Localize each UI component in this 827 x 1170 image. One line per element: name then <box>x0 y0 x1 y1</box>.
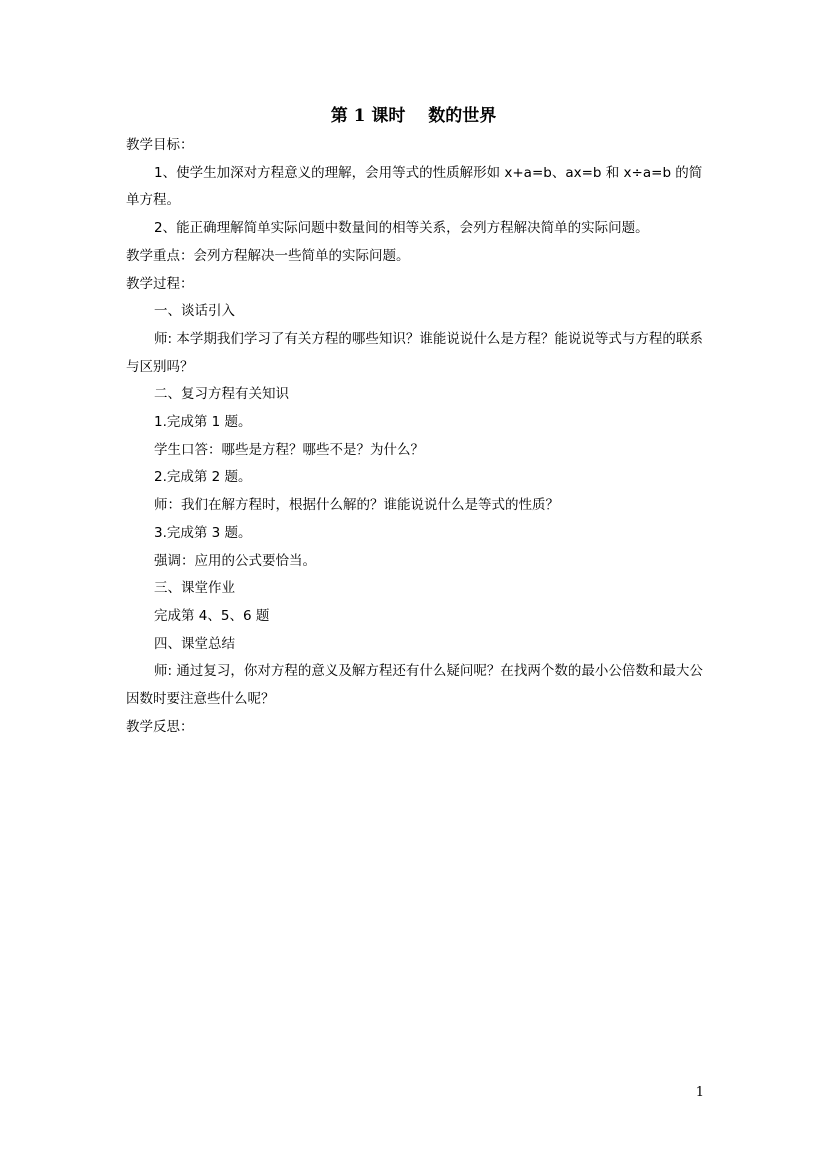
review-task-1: 1.完成第 1 题。 <box>154 414 252 431</box>
homework-task: 完成第 4、5、6 题 <box>154 607 270 624</box>
objective-item-2: 2、能正确理解简单实际问题中数量间的相等关系，会列方程解决简单的实际问题。 <box>154 220 649 237</box>
step-heading-review: 二、复习方程有关知识 <box>154 386 289 403</box>
section-heading-key-point: 教学重点：会列方程解决一些简单的实际问题。 <box>126 247 410 264</box>
section-heading-objectives: 教学目标： <box>126 137 194 153</box>
student-answer-prompt: 学生口答：哪些是方程？哪些不是？为什么？ <box>154 441 424 458</box>
teacher-question-properties: 师：我们在解方程时，根据什么解的？谁能说说什么是等式的性质？ <box>154 497 559 514</box>
review-task-2: 2.完成第 2 题。 <box>154 469 252 486</box>
objective-item-1: 1、使学生加深对方程意义的理解，会用等式的性质解形如 x+a=b、ax=b 和 x÷a=b 的简单方程。 <box>126 164 703 209</box>
section-heading-reflection: 教学反思： <box>126 718 194 735</box>
step-heading-homework: 三、课堂作业 <box>154 580 235 597</box>
emphasis-note: 强调：应用的公式要恰当。 <box>154 552 316 569</box>
section-heading-process: 教学过程： <box>126 275 194 292</box>
teacher-question-summary: 师: 通过复习，你对方程的意义及解方程还有什么疑问呢？在找两个数的最小公倍数和最大公因数时要注意些什么呢？ <box>126 663 703 708</box>
review-task-3: 3.完成第 3 题。 <box>154 524 252 541</box>
step-heading-summary: 四、课堂总结 <box>154 635 235 652</box>
step-heading-intro: 一、谈话引入 <box>154 303 235 320</box>
page-title: 第 1 课时 数的世界 <box>330 106 497 126</box>
document-body <box>126 132 706 741</box>
page-number: 1 <box>695 1085 704 1100</box>
teacher-question-intro: 师: 本学期我们学习了有关方程的哪些知识？谁能说说什么是方程？能说说等式与方程的联系与区别吗？ <box>126 330 703 375</box>
